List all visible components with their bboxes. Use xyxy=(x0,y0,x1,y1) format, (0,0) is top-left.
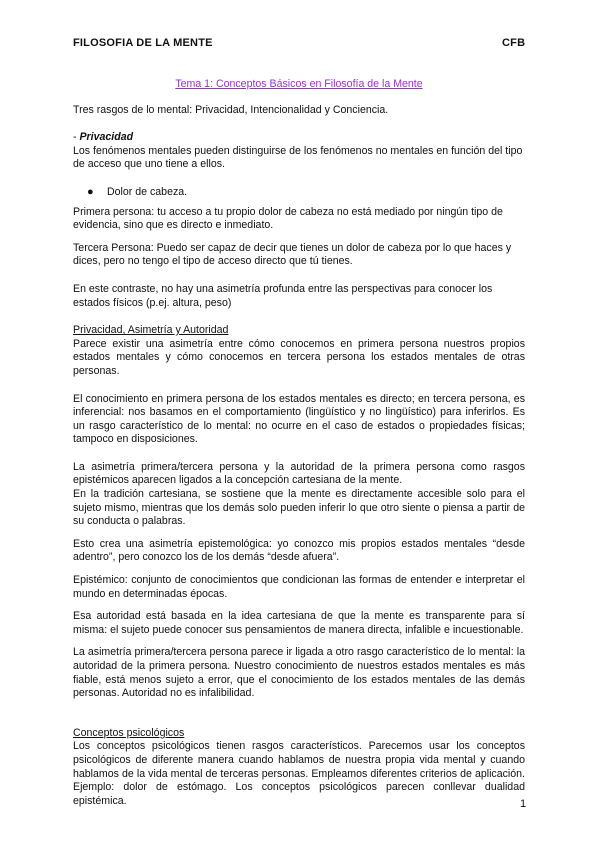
tercera-persona-text: Tercera Persona: Puedo ser capaz de decir que tienes un dolor de cabeza por lo que haces y dices, pero no tengo el tipo de acceso directo que tú tienes. xyxy=(73,241,512,268)
bullet-dot-icon: ● xyxy=(87,185,94,198)
primera-persona-text: Primera persona: tu acceso a tu propio dolor de cabeza no está mediado por ningún tipo de evidencia, sino que es directo e inmediato. xyxy=(73,205,503,232)
bullet-item xyxy=(87,186,525,200)
asimetria-paragraph-5: Epistémico: conjunto de conocimientos que condicionan las formas de entender e interpretar el mundo en determinadas épocas. xyxy=(73,574,525,600)
heading-dash: - xyxy=(73,131,80,144)
privacidad-heading-text: Privacidad xyxy=(79,131,134,144)
privacidad-heading xyxy=(73,131,525,145)
intro-text: Tres rasgos de lo mental: Privacidad, Intencionalidad y Conciencia. xyxy=(73,103,389,116)
header-initials: CFB xyxy=(502,37,526,49)
asimetria-paragraph-6: Esa autoridad está basada en la idea cartesiana de que la mente es transparente para sí misma: el sujeto puede conocer sus pensamientos de manera directa, infalible e incuestionable. xyxy=(73,610,525,636)
header-course-title: FILOSOFIA DE LA MENTE xyxy=(73,37,213,49)
asimetria-paragraph-2: El conocimiento en primera persona de los estados mentales es directo; en tercera persona, es inferencial: nos basamos en el comportamiento (lingüístico y no lingüístico) para inferirlos. Es un rasgo característico de lo mental: no ocurre en el caso de estados o propiedades físicas; tampoco en disposiciones. xyxy=(73,392,525,446)
conceptos-heading: Conceptos psicológicos xyxy=(73,726,185,739)
asimetria-paragraph-4: Esto crea una asimetría epistemológica: yo conozco mis propios estados mentales “desde adentro”, pero conozco los de los demás “desde afuera”. xyxy=(73,537,525,564)
asimetria-paragraph-3b: En la tradición cartesiana, se sostiene que la mente es directamente accesible solo para el sujeto mismo, mientras que los demás solo pueden inferir lo que otro siente o piensa a partir de su conducta o palabras. xyxy=(73,488,525,528)
asimetria-heading: Privacidad, Asimetría y Autoridad xyxy=(73,324,229,337)
topic-title: Tema 1: Conceptos Básicos en Filosofía de la Mente xyxy=(175,78,423,90)
asimetria-paragraph-3a: La asimetría primera/tercera persona y la autoridad de la primera persona como rasgos epistémicos aparecen ligados a la concepción cartesiana de la mente. xyxy=(73,460,525,487)
conceptos-text: Los conceptos psicológicos tienen rasgos característicos. Parecemos usar los conceptos psicológicos de diferente manera cuando hablamos de nuestra propia vida mental y cuando hablamos de la vida mental de terceras personas. Empleamos diferentes criterios de aplicación. Ejemplo: dolor de estómago. Los conceptos psicológicos parecen conllevar dualidad epistémica. xyxy=(73,740,525,807)
document-body xyxy=(73,78,525,808)
contraste-text: En este contraste, no hay una asimetría profunda entre las perspectivas para conocer los estados físicos (p.ej. altura, peso) xyxy=(73,282,493,309)
privacidad-text: Los fenómenos mentales pueden distinguirse de los fenómenos no mentales en función del tipo de acceso que uno tiene a ellos. xyxy=(73,144,523,171)
page-number: 1 xyxy=(520,798,527,810)
asimetria-paragraph-7: La asimetría primera/tercera persona parece ir ligada a otro rasgo característico de lo mental: la autoridad de la primera persona. Nuestro conocimiento de nuestros estados mentales es más fiable, está menos sujeto a error, que el conocimiento de los estados mentales de las demás personas. Autoridad no es infalibilidad. xyxy=(73,646,525,700)
asimetria-paragraph-1: Parece existir una asimetría entre cómo conocemos en primera persona nuestros propios estados mentales y cómo conocemos en tercera persona los estados mentales de otras personas. xyxy=(73,337,525,377)
bullet-text: Dolor de cabeza. xyxy=(107,185,188,198)
